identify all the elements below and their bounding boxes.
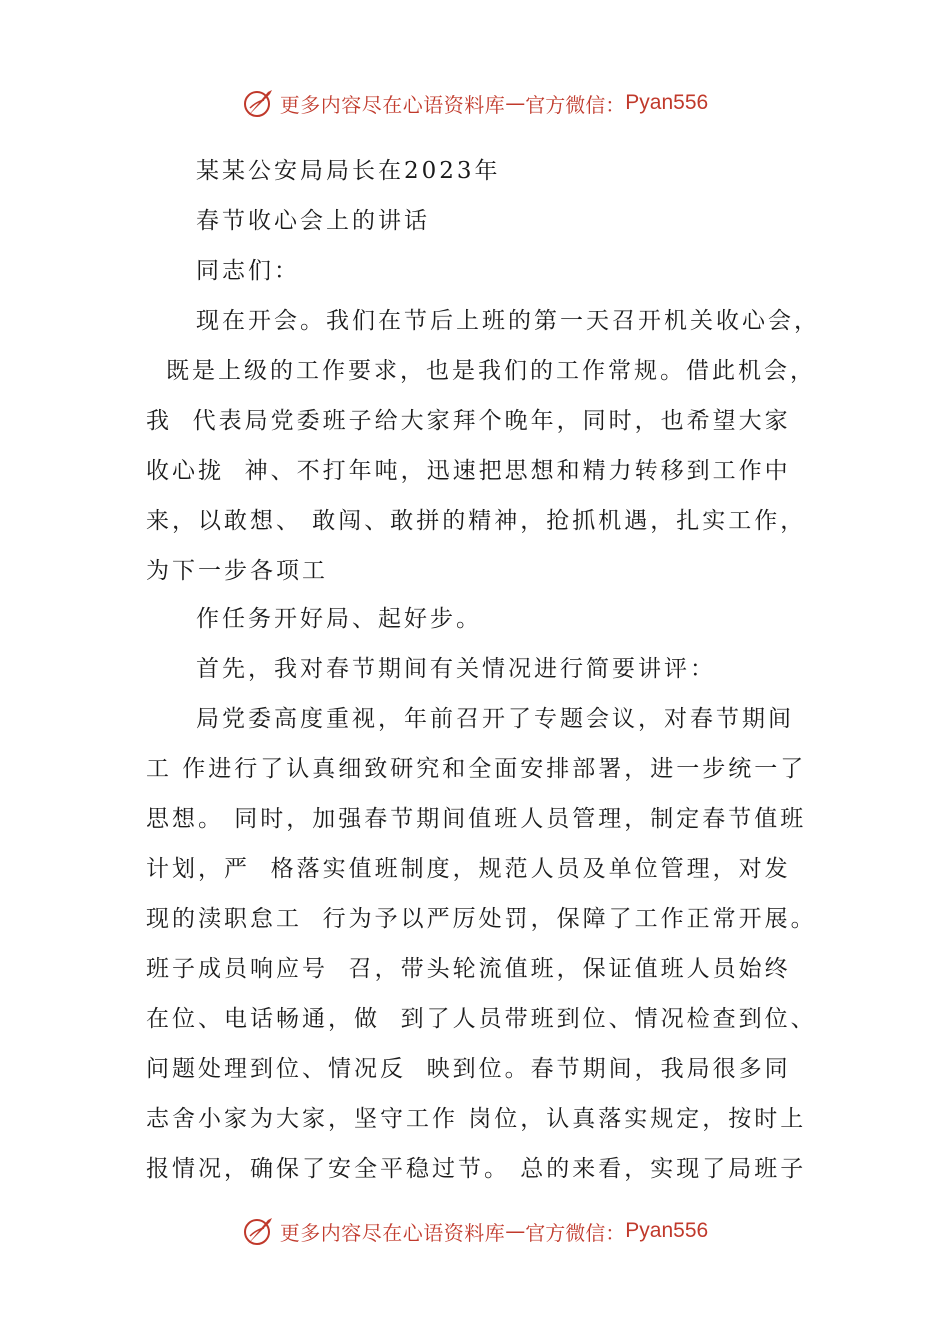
body-line: 作任务开好局、起好步。 xyxy=(196,606,482,632)
header-watermark-banner xyxy=(0,83,950,123)
body-line: 报情况，确保了安全平稳过节。 总的来看，实现了局班子 xyxy=(146,1156,807,1182)
banner-text: 更多内容尽在心语资料库 xyxy=(279,1220,506,1245)
body-line: 既是上级的工作要求，也是我们的工作常规。借此机会， xyxy=(166,358,816,384)
body-line: 现的渎职怠工 行为予以严厉处罚，保障了工作正常开展。 xyxy=(146,906,817,932)
footer-watermark-banner xyxy=(0,1211,950,1251)
body-line: 计划，严 格落实值班制度，规范人员及单位管理，对发 xyxy=(146,856,791,882)
body-line: 来，以敢想、 敢闯、敢拼的精神，抢抓机遇，扎实工作， xyxy=(146,508,807,534)
body-line: 思想。 同时，加强春节期间值班人员管理，制定春节值班 xyxy=(146,806,807,832)
banner-text: 更多内容尽在心语资料库 xyxy=(279,92,506,117)
banner-wechat-id: Pyan556 xyxy=(625,91,709,114)
body-line: 首先，我对春节期间有关情况进行简要讲评： xyxy=(196,656,716,682)
banner-dash: — xyxy=(505,91,526,115)
body-line: 志舍小家为大家，坚守工作 岗位，认真落实规定，按时上 xyxy=(146,1106,807,1132)
banner-wechat-id: Pyan556 xyxy=(625,1219,709,1242)
quill-pen-logo-icon xyxy=(242,1214,276,1248)
body-line: 现在开会。我们在节后上班的第一天召开机关收心会， xyxy=(196,308,820,334)
banner-wechat-label: 官方微信： xyxy=(525,1220,626,1245)
banner-dash: — xyxy=(505,1219,526,1243)
salutation: 同志们： xyxy=(196,258,300,284)
body-line: 收心拢 神、不打年吨，迅速把思想和精力转移到工作中 xyxy=(146,458,791,484)
document-title-line2: 春节收心会上的讲话 xyxy=(196,208,430,234)
banner-wechat-label: 官方微信： xyxy=(525,92,626,117)
body-line: 班子成员响应号 召，带头轮流值班，保证值班人员始终 xyxy=(146,956,791,982)
body-line: 我 代表局党委班子给大家拜个晚年，同时，也希望大家 xyxy=(146,408,791,434)
body-line: 为下一步各项工 xyxy=(146,558,328,584)
body-line: 局党委高度重视，年前召开了专题会议，对春节期间 xyxy=(196,706,794,732)
quill-pen-logo-icon xyxy=(242,86,276,120)
document-title-line1: 某某公安局局长在2023年 xyxy=(196,158,501,184)
body-line: 问题处理到位、情况反 映到位。春节期间，我局很多同 xyxy=(146,1056,791,1082)
body-line: 工 作进行了认真细致研究和全面安排部署，进一步统一了 xyxy=(146,756,807,782)
body-line: 在位、电话畅通，做 到了人员带班到位、情况检查到位、 xyxy=(146,1006,817,1032)
